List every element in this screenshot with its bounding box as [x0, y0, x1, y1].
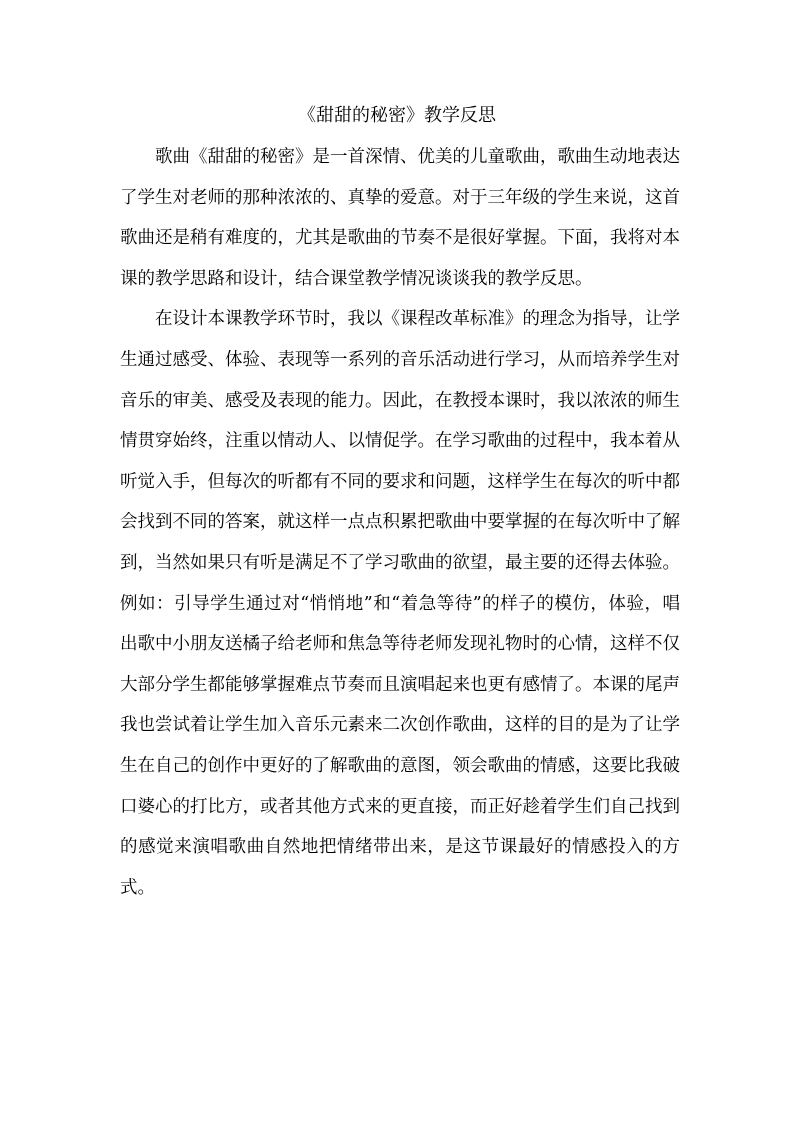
document-title: 《甜甜的秘密》教学反思 — [298, 105, 496, 126]
document-body — [120, 137, 680, 908]
paragraph: 歌曲《甜甜的秘密》是一首深情、优美的儿童歌曲，歌曲生动地表达了学生对老师的那种浓浓的、真挚的爱意。对于三年级的学生来说，这首歌曲还是稍有难度的，尤其是歌曲的节奏不是很好掌握。下面，我将对本课的教学思路和设计，结合课堂教学情况谈谈我的教学反思。 — [120, 147, 680, 289]
paragraph: 在设计本课教学环节时，我以《课程改革标准》的理念为指导，让学生通过感受、体验、表现等一系列的音乐活动进行学习，从而培养学生对音乐的审美、感受及表现的能力。因此，在教授本课时，我以浓浓的师生情贯穿始终，注重以情动人、以情促学。在学习歌曲的过程中，我本着从听觉入手，但每次的听都有不同的要求和问题，这样学生在每次的听中都会找到不同的答案，就这样一点点积累把歌曲中要掌握的在每次听中了解到，当然如果只有听是满足不了学习歌曲的欲望，最主要的还得去体验。例如：引导学生通过对“悄悄地”和“着急等待”的样子的模仿，体验，唱出歌中小朋友送橘子给老师和焦急等待老师发现礼物时的心情，这样不仅大部分学生都能够掌握难点节奏而且演唱起来也更有感情了。本课的尾声我也尝试着让学生加入音乐元素来二次创作歌曲，这样的目的是为了让学生在自己的创作中更好的了解歌曲的意图，领会歌曲的情感，这要比我破口婆心的打比方，或者其他方式来的更直接，而正好趁着学生们自己找到的感觉来演唱歌曲自然地把情绪带出来，是这节课最好的情感投入的方式。 — [120, 309, 680, 898]
